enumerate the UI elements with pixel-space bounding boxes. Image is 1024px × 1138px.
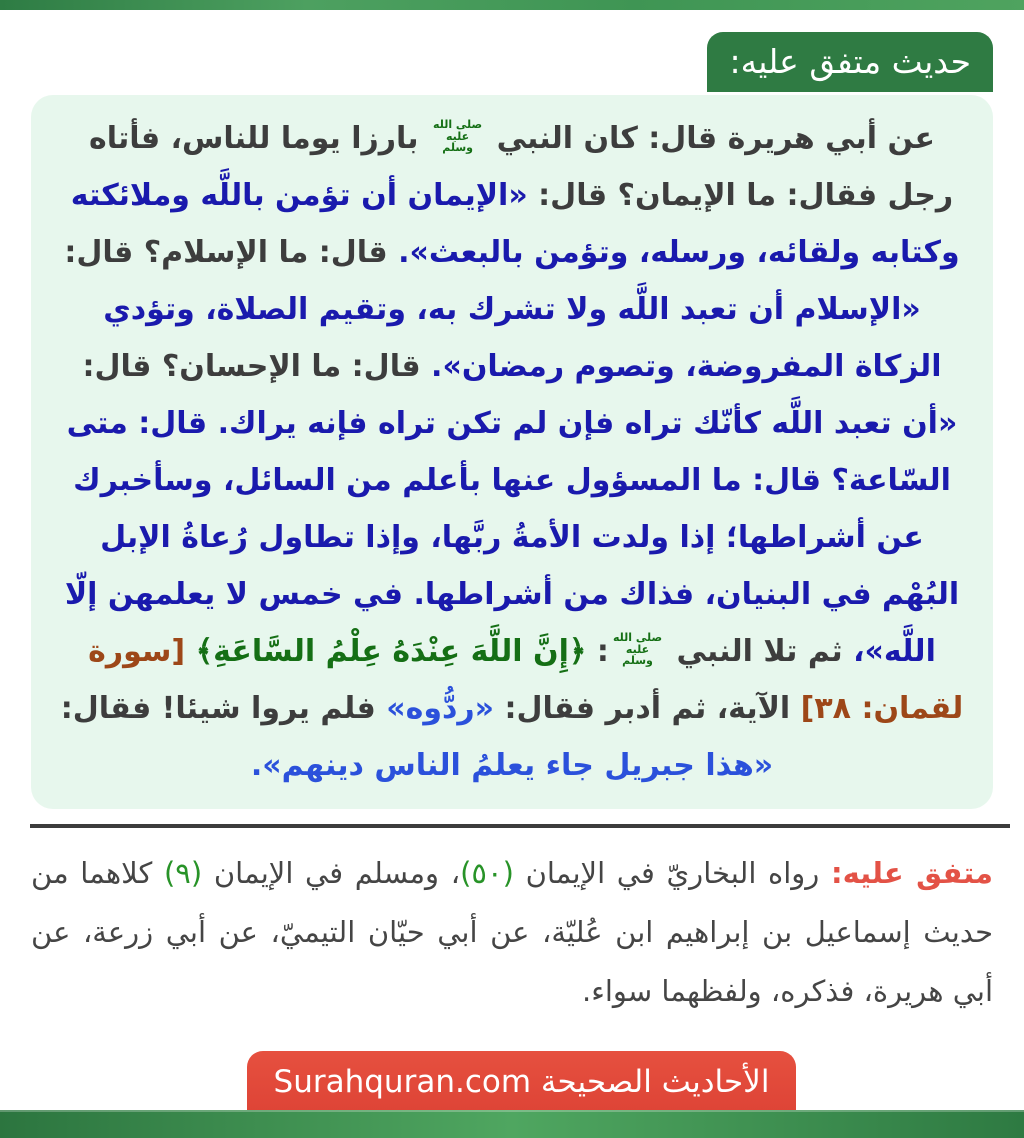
segment-dark: فلم يروا شيئا! فقال: <box>60 691 387 726</box>
segment-blue: «ردُّوه» <box>386 691 495 726</box>
segment-blue: «هذا جبريل جاء يعلمُ الناس دينهم». <box>250 748 774 783</box>
hadith-text <box>57 110 967 794</box>
segment-green: (٥٠) <box>460 856 514 890</box>
segment-ref: [سورة لقمان: ٣٨] <box>88 634 964 726</box>
segment-dark: ثم تلا النبي <box>666 634 854 669</box>
segment-navy: «الإيمان أن تؤمن باللَّه وملائكته وكتابه ولقائه، ورسله، وتؤمن بالبعث». <box>70 178 960 270</box>
bottom-border-bar <box>0 1110 1024 1138</box>
segment-dark: : <box>586 634 609 669</box>
site-badge-label: الأحاديث الصحيحة Surahquran.com <box>273 1064 770 1100</box>
saw-symbol: صلى الله عليه وسلم <box>433 118 483 155</box>
segment-dark: بارزا يوما للناس، فأتاه رجل فقال: ما الإيمان؟ قال: <box>89 121 954 213</box>
top-border-bar <box>0 0 1024 10</box>
segment-gray: رواه البخاريّ في الإيمان <box>513 856 831 890</box>
takhrij-text <box>31 844 993 1021</box>
hadith-quote-box <box>31 95 993 809</box>
hadith-type-label: حديث متفق عليه: <box>729 42 971 81</box>
saw-symbol: صلى الله عليه وسلم <box>612 631 663 668</box>
separator-line <box>30 824 1010 828</box>
segment-quran: ﴿إِنَّ اللَّهَ عِنْدَهُ عِلْمُ السَّاعَةِ﴾ <box>195 634 587 669</box>
segment-red: متفق عليه: <box>830 856 993 890</box>
segment-navy: «أن تعبد اللَّه كأنّك تراه فإن لم تكن تراه فإنه يراك. قال: متى السّاعة؟ قال: ما المسؤول عنها بأعلم من السائل، وسأخبرك عن أشراطها؛ إذا ولدت الأمةُ ربَّها، وإذا تطاول رُعاةُ الإبل البُهْم في البنيان، فذاك من أشراطها. في خمس لا يعلمهن إلّا اللَّه»، <box>64 406 960 669</box>
segment-dark: عن أبي هريرة قال: كان النبي <box>486 121 935 156</box>
hadith-type-badge <box>707 32 993 92</box>
segment-green: (٩) <box>163 856 203 890</box>
segment-gray: كلاهما من حديث إسماعيل بن إبراهيم ابن عُليّة، عن أبي حيّان التيميّ، عن أبي زرعة، عن أبي هريرة، فذكره، ولفظهما سواء. <box>31 856 993 1008</box>
segment-navy: «الإسلام أن تعبد اللَّه ولا تشرك به، وتقيم الصلاة، وتؤدي الزكاة المفروضة، وتصوم رمضان». <box>103 292 942 384</box>
segment-gray: ، ومسلم في الإيمان <box>202 856 461 890</box>
segment-dark: قال: ما الإسلام؟ قال: <box>64 235 399 270</box>
segment-dark: الآية، ثم أدبر فقال: <box>494 691 801 726</box>
segment-dark: قال: ما الإحسان؟ قال: <box>82 349 432 384</box>
